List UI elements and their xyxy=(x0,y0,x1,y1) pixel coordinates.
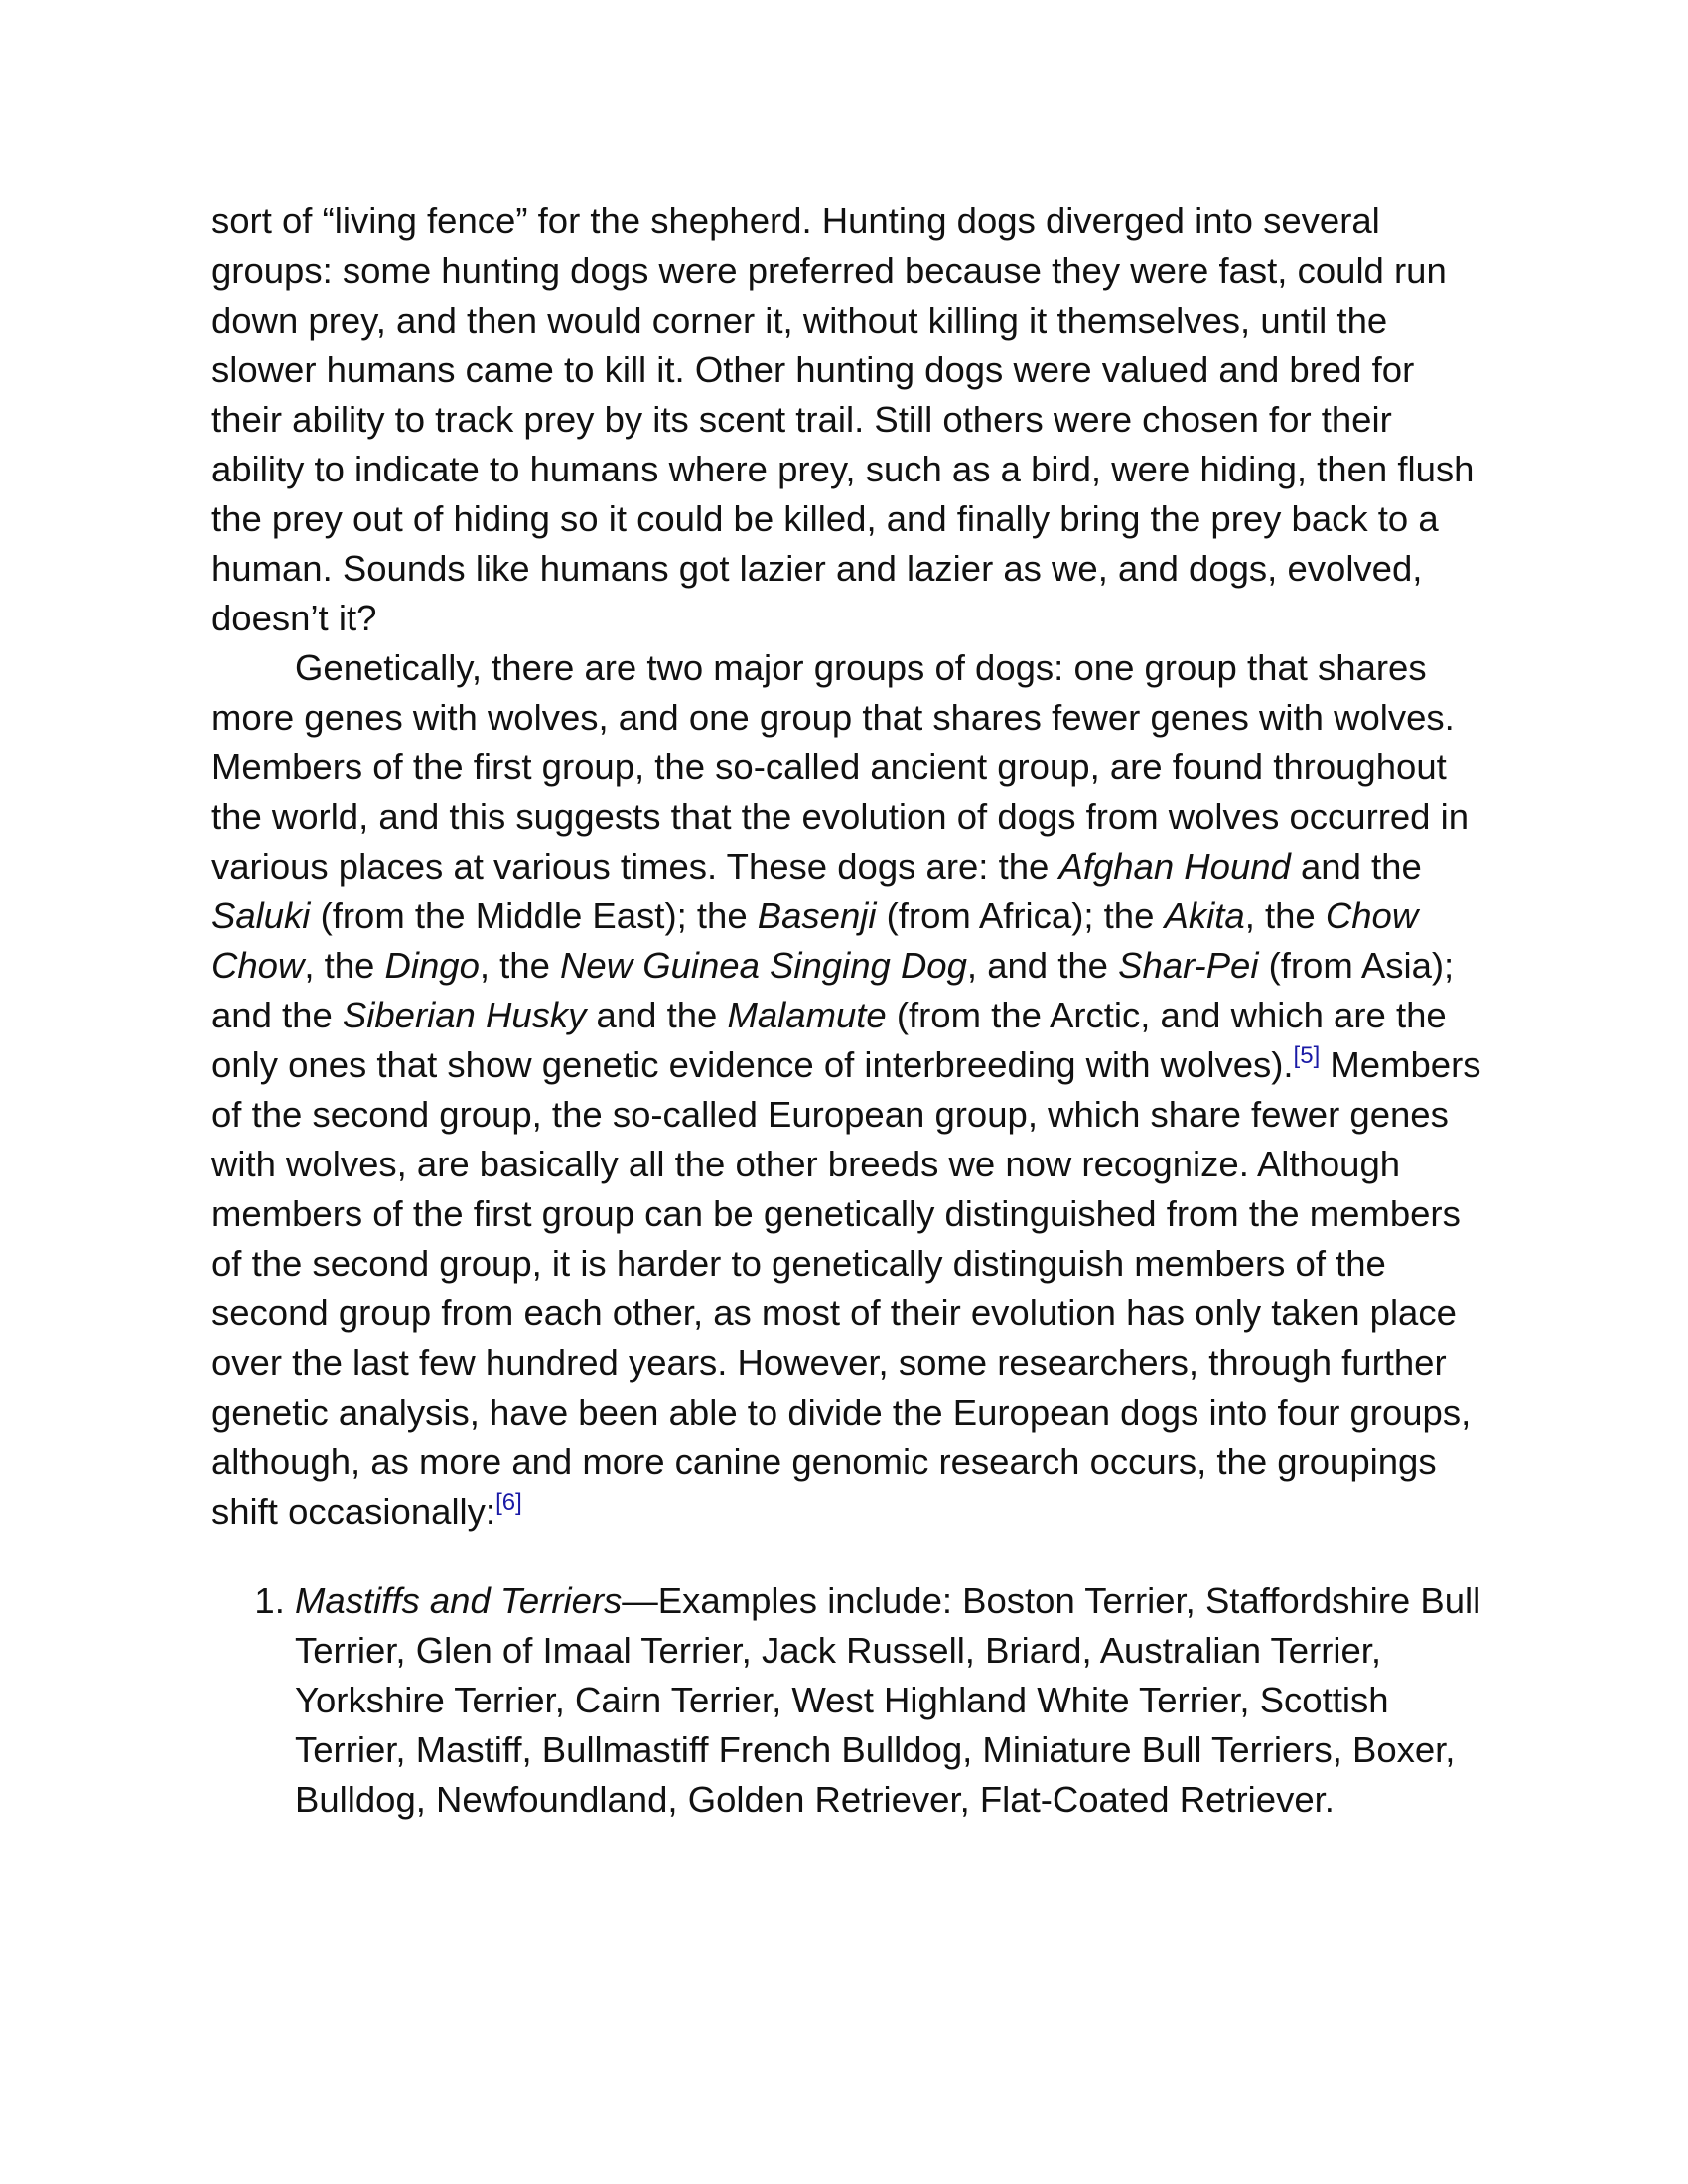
text-segment: (from the Arctic, and which are the only ones that show genetic evidence of interbreeding with wolves). xyxy=(211,995,1447,1085)
breed-dingo: Dingo xyxy=(384,945,480,986)
breed-saluki: Saluki xyxy=(211,895,311,936)
european-groups-list xyxy=(211,1576,1492,1825)
text-segment: Genetically, there are two major groups of dogs: one group that shares more genes with wolves, and one group that shares fewer genes with wolves. Members of the first group, the so-called ancient group, are found throughout the world, and this suggests that the evolution of dogs from wolves occurred in various places at various times. These dogs are: the xyxy=(211,647,1470,887)
breed-shar-pei: Shar-Pei xyxy=(1118,945,1259,986)
text-segment: (from Asia); and the xyxy=(211,945,1455,1035)
text-segment: (from Africa); the xyxy=(876,895,1165,936)
text-segment: , the xyxy=(479,945,561,986)
breed-chow-chow: Chow Chow xyxy=(211,895,1419,986)
breed-siberian-husky: Siberian Husky xyxy=(342,995,587,1035)
text-segment: , and the xyxy=(966,945,1119,986)
footnote-link-5[interactable]: [5] xyxy=(1293,1042,1321,1069)
text-segment: and the xyxy=(1290,846,1422,887)
breed-basenji: Basenji xyxy=(757,895,877,936)
group-title: Mastiffs and Terriers xyxy=(295,1580,623,1621)
footnote-link-6[interactable]: [6] xyxy=(495,1489,522,1516)
text-segment: , the xyxy=(304,945,385,986)
footnote-ref-6[interactable] xyxy=(495,1489,522,1516)
text-segment: and the xyxy=(586,995,728,1035)
text-segment: Members of the second group, the so-called European group, which share fewer genes with wolves, are basically all the other breeds we now recognize. Although members of the first group can be genetically distinguished from the members of the second group, it is harder to genetically distinguish members of the second group from each other, as most of their evolution has only taken place over the last few hundred years. However, some researchers, through further genetic analysis, have been able to divide the European dogs into four groups, although, as more and more canine genomic research occurs, the groupings shift occasionally: xyxy=(211,1044,1481,1532)
breed-akita: Akita xyxy=(1164,895,1245,936)
breed-new-guinea-singing-dog: New Guinea Singing Dog xyxy=(560,945,967,986)
footnote-ref-5[interactable] xyxy=(1294,1042,1321,1069)
paragraph-genetic-groups xyxy=(211,643,1492,1537)
document-page xyxy=(211,197,1492,1825)
list-item xyxy=(295,1576,1492,1825)
breed-afghan-hound: Afghan Hound xyxy=(1058,846,1291,887)
breed-malamute: Malamute xyxy=(727,995,887,1035)
text-segment: (from the Middle East); the xyxy=(310,895,758,936)
paragraph-hunting-dogs: sort of “living fence” for the shepherd. Hunting dogs diverged into several groups: some hunting dogs were preferred because they were fast, could run down prey, and then would corner it, without killing it themselves, until the slower humans came to kill it. Other hunting dogs were valued and bred for their ability to track prey by its scent trail. Still others were chosen for their ability to indicate to humans where prey, such as a bird, were hiding, then flush the prey out of hiding so it could be killed, and finally bring the prey back to a human. Sounds like humans got lazier and lazier as we, and dogs, evolved, doesn’t it? xyxy=(211,201,1475,638)
text-segment: , the xyxy=(1244,895,1326,936)
group-examples: —Examples include: Boston Terrier, Staffordshire Bull Terrier, Glen of Imaal Terrier, Jack Russell, Briard, Australian Terrier, Yorkshire Terrier, Cairn Terrier, West Highland White Terrier, Scottish Terrier, Mastiff, Bullmastiff French Bulldog, Miniature Bull Terriers, Boxer, Bulldog, Newfoundland, Golden Retriever, Flat-Coated Retriever. xyxy=(295,1580,1481,1820)
